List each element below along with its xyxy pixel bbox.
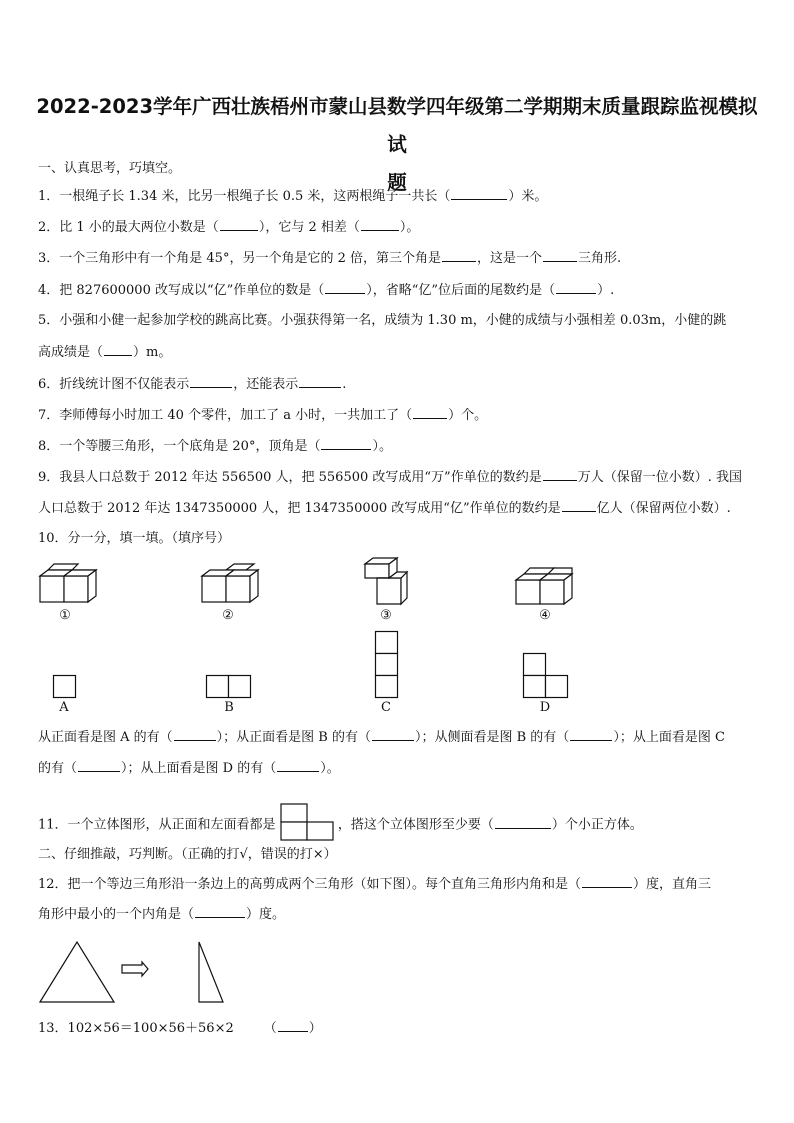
answer-blank[interactable] <box>361 217 399 231</box>
solid-figure-4 <box>514 566 576 606</box>
view-figure-c <box>375 631 399 699</box>
answer-blank[interactable] <box>582 874 632 888</box>
question-12-diagram <box>38 940 228 1004</box>
solid-label-2: ② <box>222 608 234 623</box>
question-7: 7．李师傅每小时加工 40 个零件，加工了 a 小时，一共加工了（ ）个。 <box>38 405 758 425</box>
answer-blank[interactable] <box>543 248 577 262</box>
solid-figure-3 <box>363 558 411 606</box>
question-12-cont: 角形中最小的一个内角是（ ）度。 <box>38 904 758 924</box>
question-9-cont: 人口总数于 2012 年达 1347350000 人，把 1347350000 改写成用“亿”作单位的数约是 亿人（保留两位小数）. <box>38 498 758 518</box>
answer-blank[interactable] <box>556 280 596 294</box>
answer-blank[interactable] <box>321 436 371 450</box>
question-1: 1．一根绳子长 1.34 米，比另一根绳子长 0.5 米，这两根绳子一共长（ ）米。 <box>38 186 758 206</box>
answer-blank[interactable] <box>190 374 232 388</box>
answer-blank[interactable] <box>299 374 341 388</box>
answer-blank[interactable] <box>372 727 414 741</box>
view-label-b: B <box>224 700 234 715</box>
answer-blank[interactable] <box>277 758 319 772</box>
arrow-right-icon <box>122 962 148 976</box>
solid-label-1: ① <box>59 608 71 623</box>
view-label-a: A <box>59 700 69 715</box>
question-8: 8．一个等腰三角形，一个底角是 20°，顶角是（ ）。 <box>38 436 758 456</box>
solid-figure-1 <box>38 562 98 606</box>
answer-blank[interactable] <box>413 405 447 419</box>
question-9: 9．我县人口总数于 2012 年达 556500 人，把 556500 改写成用“万”作单位的数约是 万人（保留一位小数）. 我国 <box>38 467 758 487</box>
view-label-c: C <box>381 700 391 715</box>
solid-figure-2 <box>200 562 262 606</box>
answer-blank[interactable] <box>174 727 216 741</box>
question-12: 12．把一个等边三角形沿一条边上的高剪成两个三角形（如下图）。每个直角三角形内角和是（ ）度，直角三 <box>38 874 758 894</box>
question-3: 3．一个三角形中有一个角是 45°，另一个角是它的 2 倍，第三个角是 ，这是一个 三角形. <box>38 248 758 268</box>
answer-blank[interactable] <box>495 815 551 829</box>
answer-blank[interactable] <box>570 727 612 741</box>
question-10-stem: 10．分一分，填一填。（填序号） <box>38 531 231 546</box>
question-6: 6．折线统计图不仅能表示 ，还能表示 . <box>38 374 758 394</box>
view-figure-b <box>206 675 252 699</box>
section-2-heading: 二、仔细推敲，巧判断。（正确的打√，错误的打×） <box>38 847 337 862</box>
exam-title <box>30 88 764 202</box>
answer-blank[interactable] <box>451 186 507 200</box>
question-4: 4．把 827600000 改写成以“亿”作单位的数是（ ），省略“亿”位后面的尾数约是（ ）. <box>38 280 758 300</box>
view-figure-a <box>53 675 77 699</box>
question-5-cont: 高成绩是（ ）m。 <box>38 342 758 362</box>
title-line-1: 2022-2023学年广西壮族梧州市蒙山县数学四年级第二学期期末质量跟踪监视模拟试 <box>36 95 758 156</box>
right-triangle <box>199 942 223 1002</box>
answer-blank[interactable] <box>325 280 365 294</box>
question-11-shape <box>280 803 334 843</box>
answer-blank[interactable] <box>278 1018 308 1032</box>
section-1-heading: 一、认真思考，巧填空。 <box>38 161 182 176</box>
answer-blank[interactable] <box>104 342 132 356</box>
answer-blank[interactable] <box>220 217 258 231</box>
question-11: 11．一个立体图形，从正面和左面看都是 ，搭这个立体图形至少要（ ）个小正方体。 <box>38 805 758 845</box>
question-13: 13．102×56＝100×56＋56×2 （ ） <box>38 1018 758 1038</box>
answer-blank[interactable] <box>543 467 577 481</box>
question-10-answers-cont: 的有（ ）；从上面看是图 D 的有（ ）。 <box>38 758 758 778</box>
title-line-2: 题 <box>387 171 407 194</box>
answer-blank[interactable] <box>562 498 596 512</box>
answer-blank[interactable] <box>442 248 476 262</box>
view-label-d: D <box>539 700 551 715</box>
question-5: 5．小强和小健一起参加学校的跳高比赛。小强获得第一名，成绩为 1.30 m，小健的成绩与小强相差 0.03m，小健的跳 <box>38 313 727 328</box>
solid-label-3: ③ <box>380 608 392 623</box>
question-2: 2．比 1 小的最大两位小数是（ ），它与 2 相差（ ）。 <box>38 217 758 237</box>
solid-label-4: ④ <box>539 608 551 623</box>
equilateral-triangle <box>40 942 114 1002</box>
view-figure-d <box>523 653 569 699</box>
answer-blank[interactable] <box>195 904 245 918</box>
question-10-answers: 从正面看是图 A 的有（ ）；从正面看是图 B 的有（ ）；从侧面看是图 B 的有（ ）；从上面看是图 C <box>38 727 758 747</box>
answer-blank[interactable] <box>78 758 120 772</box>
